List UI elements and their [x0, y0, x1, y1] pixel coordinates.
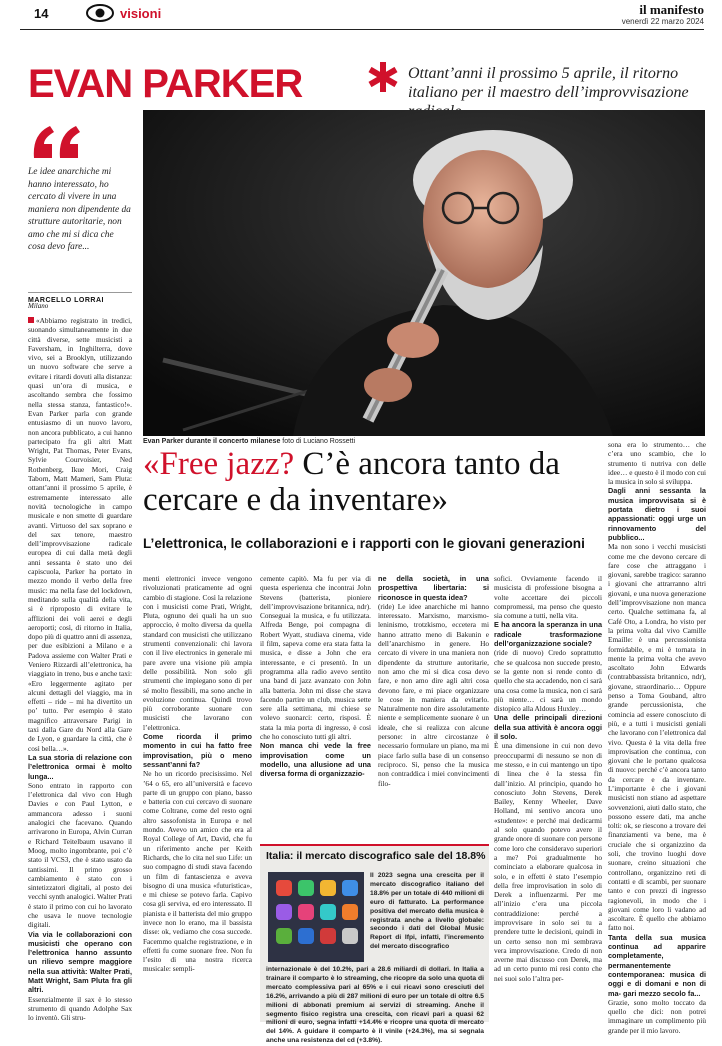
- page-number: 14: [34, 6, 49, 21]
- interview-question: Dagli anni sessanta la musica improvvisata si è portata dietro i suoi appassionati: oggi urge un rinnovamento del pubblico...: [608, 486, 706, 542]
- body-paragraph: Ma non sono i vecchi musicisti come me che devono cercare di fare cose che attraggano i giovani, sarebbe tragico: saranno i giovani che attrarranno altri giovani, e una nuova generazione dell’improvvisazione non manca certo. Qualche settimana fa, al Café Oto, a Londra, ho visto per la prima volta dal vivo Camille Emaille: è una percussionista formidabile, e mi è tornata in mente la prima volta che avevo ascoltato John Edwards (contrabbassista britannico, ndr), giovane, straordinario… Oppure penso a Toma Gouband, altro grande percussionista, che comincia ad essere conosciuto di più, e a tutti i musicisti geniali che lavorano con l’elettronica dal vivo. Questa è la vita della free improvisation che continua, con giovani che le portano qualcosa di nuovo: perché c’è ancora tanto da cercare e da inventare. L’importante è che i giovani musicisti non stiano ad aspettare sovvenzioni, aiuti dallo stato, che possono essere dati, ma anche tolti: ok, se riescono a trovare dei finanziamenti va bene, ma è cruciale che si organizzino da soli, che trovino luoghi dove suonare, creino situazioni che controllano, organizzino reti di contatti e di scambi, per suonare tanto e con prezzi di ingresso ragionevoli, in modo che i giovani come loro li vadano ad ascoltare. È quello che abbiamo fatto noi.: [608, 542, 706, 933]
- body-paragraph: È una dimensione in cui non devo preoccuparmi di nessuno se non di me stesso, e in cui mantengo un tipo di linea che è la stessa fin dall’inizio. Al principio, quando ho conosciuto John Stevens, Derek Bailey, Kenny Wheeler, Dave Holland, mi sentivo ancora uno «studente»: e perché mai dedicarmi al solo quando potevo avere il grande onore di suonare con persone come loro che consideravo superiori a me? Poi gradualmente ho cominciato a elaborare qualcosa in solo, e in effetti è stato l’esempio della free improvisation in solo di Derek a influenzarmi. Per me all’inizio c’era una piccola contraddizione: perché a improvvisare in solo sei tu a prendere tutte le decisioni, quindi in un certo senso non mi sembrava vera improvvisazione. Credo di non averne mai discusso con Derek, ma ad un certo punto mi resi conto che nei suoi solo l’altra per-: [494, 741, 602, 983]
- article-headline: [143, 446, 599, 518]
- photo-credit: foto di Luciano Rossetti: [282, 438, 356, 445]
- body-paragraph: Essenzialmente il sax è lo stesso strumento di quando Adolphe Sax lo inventò. Gli stru-: [28, 994, 132, 1023]
- interview-question: ne della società, in una prospettiva libertaria: si riconosce in questa idea?: [378, 574, 489, 602]
- app-grid-illustration: [268, 872, 364, 962]
- market-box: [260, 844, 489, 1045]
- article-kicker: EVAN PARKER: [28, 62, 303, 106]
- body-column-4: [378, 574, 489, 840]
- interview-question: Una delle principali direzioni della sua attività è ancora oggi il solo.: [494, 713, 602, 742]
- phone-apps-image: [268, 872, 364, 962]
- article-photo: [143, 110, 705, 436]
- section-label: visioni: [120, 6, 162, 21]
- question-paragraph: [608, 933, 706, 998]
- question-paragraph: [28, 930, 132, 995]
- box-title: Italia: il mercato discografico sale del 18.8%: [266, 850, 486, 862]
- box-text-top: Il 2023 segna una crescita per il mercato discografico italiano del 18.8% per un totale di 440 milioni di euro di fatturato. La performance positiva del mercato della musica è registrata anche a livello globale: secondo i dati del Global Music Report di Ifpi, infatti, l’incremento del mercato discografico: [370, 872, 484, 951]
- interview-question: Tanta della sua musica continua ad apparire completamente, permanentemente contemporanea: musica di oggi e di domani e non di ma- gari mezzo secolo fa...: [608, 932, 706, 998]
- saxophonist-illustration: [143, 110, 705, 436]
- masthead: il manifesto: [639, 2, 704, 17]
- body-column-3: [260, 574, 371, 840]
- article-subhead: Ottant’anni il prossimo 5 aprile, il ritorno italiano per il maestro dell’improvvisazione: [408, 65, 689, 101]
- interview-question: Non manca chi vede la free improvisation come un modello, una allusione ad una diversa forma di organizzazio-: [260, 741, 371, 779]
- body-paragraph: sofici. Ovviamente facendo il musicista di professione bisogna a volte accettare dei piccoli compromessi, ma penso che questo sia comune a tutti, nella vita.: [494, 574, 602, 621]
- issue-date: venerdì 22 marzo 2024: [621, 17, 704, 26]
- headline-red: «Free jazz?: [143, 446, 295, 482]
- question-paragraph: [28, 753, 132, 781]
- body-column-2: [143, 574, 252, 1020]
- body-paragraph: «Abbiamo registrato in tredici, suonando simultaneamente in due città diverse, sette musicisti a Faversham, in Inghilterra, dove vivo, sei a Brooklyn, utilizzando un nuovo software che serve a evitare i ritardi dovuti alla distanza: quasi un’ora di musica, e ascoltando sembra che fossimo nella stessa stanza, fantastico!». Evan Parker parla con grande entusiasmo di un nuovo lavoro, non ancora pubblicato, a cui hanno partecipato fra gli altri Matt Wright, Pat Thomas, Peter Evans, Sylvie Courvoisier, Ned Rothenberg, Ikue Mori, Craig Taborn, Matt Mameri, Sam Pluta: ottant’anni il prossimo 5 aprile, è estremamente interessato alle novità tecnologiche in campo musicale e non smette di guardare avanti. Virtuoso del sax soprano e del sax tenore, maestro dell’improvvisazione radicale europea di cui dalla metà degli anni sessanta è stato uno dei capiscuola, Parker ha portato in mezzo mondo il verbo della free music: ma nella fase del lockdown, meditando sulla qualità della vita, si è riproposto di evitare le afflizioni dei voli aerei e degli aeroporti; così, di ritorno in Italia, dopo più di quattro anni di assenza, per due esibizioni a Milano e a Padova assieme con Walter Prati e Veniero Rizzardi all’elettronica, ha viaggiato in treno, bus e anche taxi: «Ero leggermente agitato per alcuni dettagli del viaggio, ma in effetti – ride – mi ha divertito un po’ tutto. Per esempio è stato magnifico attraversare Parigi in taxi dalla Gare du Nord alla Gare de Lyon, e guardare la città, che è così bella…».: [28, 316, 132, 753]
- body-paragraph: (ride di nuovo) Credo soprattutto che se qualcosa non succede presto, se la gente non si rende conto di quello che sta accadendo, non ci sarà una cosa come la musica, non ci sarà più niente… ci sarà un mondo distopico alla Aldous Huxley…: [494, 648, 602, 714]
- body-paragraph: cemente capitò. Ma fu per via di questa esperienza che incontrai John Stevens (batterista, pioniere dell’improvvisazione britannica, ndr). Conseguai la musica, e fu utilizzata. Alfreda Benge, poi compagna di Robert Wyatt, studiava cinema, vide il film, sapeva come era stata fatta la musica, e disse a John che era interessante, e ci presentò. In un programma alla radio avevo sentito una band di jazz avanzato con John alla batteria. John mi disse che stava facendo partire un club, musica sette sere alla settimana, mi chiese se volevo suonarci: certo, risposi. È stata la mia porta di ingresso, è così che ho conosciuto tutti gli altri.: [260, 574, 371, 742]
- body-paragraph: Ne ho un ricordo precisissimo. Nel ’64 o 65, ero all’università e facevo parte di un gruppo con piano, basso e batteria con cui cercavo di suonare come Coltrane, come del resto ogni altro sassofonista in Europa e nel mondo. Avevo un amico che era al Royal College of Art, David, che fu un riferimento anche per Keith Richards, che lo cita nel suo Life: un suo compagno di studi stava facendo un film di fantascienza e aveva bisogno di una musica «futuristica», e mi chiese se potevo farla. Capivo cosa gli serviva, ed ero interessato. Il pianista e il batterista del mio gruppo invece non lo erano, ma il bassista disse: ok, vediamo che cosa succede. Facemmo qualche registrazione, e in effetti fu come suonare free. Non fu l’esito di una nostra ricerca musicale: sempli-: [143, 769, 252, 974]
- photo-caption: [143, 438, 355, 445]
- question-paragraph: [143, 732, 252, 769]
- body-paragraph: menti elettronici invece vengono rivoluzionati praticamente ad ogni cambio di stagione. Così la relazione con i musicisti come Prati, Wright, Pluta, ognuno dei quali ha un suo approccio, è molto diversa da quella standard con musicisti che utilizzano strumenti convenzionali: chi lavora con il live electronics in generale mi pare avere una visione più ampia delle possibilità. Non solo gli strumenti che impiegano sono di per sé molto flessibili, ma sono anche in evoluzione continua. Quindi trovo più corroborante suonare con musicisti che lavorano con l’elettronica.: [143, 574, 252, 732]
- body-column-5: [494, 574, 602, 1020]
- body-column-1: [28, 316, 132, 1023]
- quote-icon: [30, 120, 106, 160]
- page-header: [20, 0, 704, 30]
- body-paragraph: (ride) Le idee anarchiche mi hanno interessato. Marxismo, marxismo-leninismo, trotzkismo, eccetera mi hanno attratto meno di Bakunin e dell’anarchismo in genere. Ho cercato di vivere in una maniera non dipendente da strutture autoritarie, non amo che mi si dica cosa devo fare, e non amo dire agli altri cosa devono fare, e mi piace organizzare le cose in maniera da evitarlo. Naturalmente non dire assolutamente niente e semplicemente suonare è un ideale, che si realizza con alcune persone: in altre circostanze è necessario formulare un piano, ma mi piace farlo sulla base di un consenso reciproco. Sì, penso che la musica non contraddica i miei convincimenti filo-: [378, 601, 489, 788]
- headline-rest: C’è ancora tanto da cercare e da inventare»: [143, 446, 560, 518]
- question-paragraph: [494, 713, 602, 741]
- caption-text: Evan Parker durante il concerto milanese: [143, 438, 281, 445]
- question-paragraph: [378, 574, 489, 602]
- box-text-bottom: internazionale è del 10.2%, pari a 28.6 miliardi di dollari. In Italia a trainare il comparto è lo streaming, che ricopre da solo una quota di mercato complessiva pari al 65% e i cui ricavi sono cresciuti del 16.2%, arrivando a più di 287 milioni di euro per un totale di oltre 6.5 milioni di abbonati premium ai servizi di streaming. Anche il segmento fisico registra una crescita, con ricavi pari a quasi 62 milioni di euro, segna infatti +14.4% e ricopre una quota di mercato del 14%. A guidare il comparto è il vinile (+24.3%), ma si segnala anche una resistenza del cd (+3.8%).: [266, 966, 484, 1045]
- eye-icon: [86, 4, 114, 22]
- article-deck: L’elettronica, le collaborazioni e i rapporti con le giovani generazioni: [143, 536, 585, 551]
- body-column-6: [608, 440, 706, 1035]
- body-paragraph: sona era lo strumento… che c’era uno scambio, che lo strumento ti nutriva con delle idee… e questo è il modo con cui la musica in solo si sviluppa.: [608, 440, 706, 487]
- question-paragraph: [608, 486, 706, 542]
- interview-question: Come ricorda il primo momento in cui ha fatto free improvisation, più o meno sessant’anni fa?: [143, 732, 252, 769]
- question-paragraph: [260, 741, 371, 778]
- interview-question: Via via le collaborazioni con musicisti che operano con l’elettronica hanno assunto un rilievo sempre maggiore nella sua attività: Walter Prati, Matt Wright, Sam Pluta fra gli altri.: [28, 929, 132, 995]
- lead-marker-icon: [28, 317, 34, 323]
- interview-question: La sua storia di relazione con l’elettronica ormai è molto lunga...: [28, 752, 132, 781]
- interview-question: E ha ancora la speranza in una radicale trasformazione dell’organizzazione sociale?: [494, 620, 602, 649]
- asterisk-icon: [366, 60, 400, 94]
- question-paragraph: [494, 620, 602, 648]
- body-paragraph: Sono entrato in rapporto con l’elettronica dal vivo con Hugh Davies e con Paul Lytton, e ammancora adesso i suoni analogici che facevano. Quando arrivarono in Europa, Alvin Curran e Richard Teitelbaum usavano il Moog, molto ingombrante, poi c’è stato il VCS3, che è stato usato da tantissimi. Il primo grosso cambiamento è stato con i sintetizzatori digitali, al posto dei vecchi synth analogici. Walter Prati è stato il primo con cui ho lavorato che usava le nuove tecnologie digitali.: [28, 780, 132, 930]
- pull-quote: Le idee anarchiche mi hanno interessato, ho cercato di vivere in una maniera non dipendente da strutture autoritarie, non amo che mi si dica che cosa devo fare...: [28, 167, 131, 252]
- byline-city: Milano: [28, 302, 49, 310]
- body-paragraph: Grazie, sono molto toccato da quello che dici: non potrei immaginare un complimento più grande per il mio lavoro.: [608, 997, 706, 1035]
- byline-author: MARCELLO LORRAI: [28, 292, 132, 304]
